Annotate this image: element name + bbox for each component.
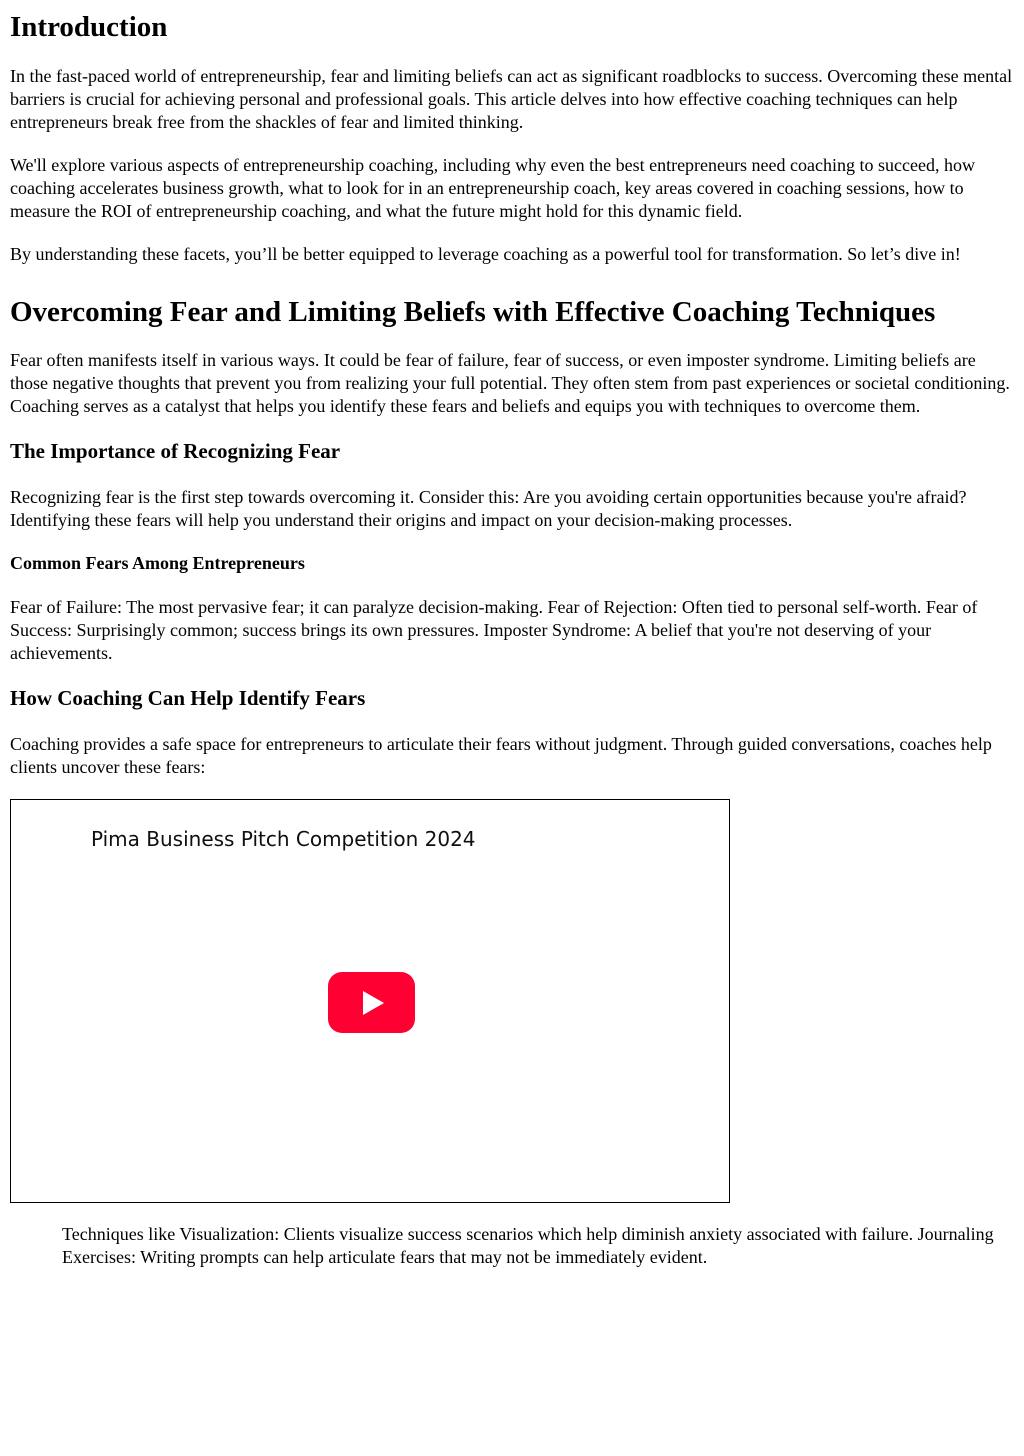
play-button[interactable] [328, 972, 415, 1033]
video-title[interactable]: Pima Business Pitch Competition 2024 [91, 827, 476, 851]
play-icon [363, 991, 384, 1015]
recognizing-fear-heading: The Importance of Recognizing Fear [10, 439, 341, 463]
common-fears-heading: Common Fears Among Entrepreneurs [10, 553, 305, 573]
recognizing-fear-paragraph: Recognizing fear is the first step towards overcoming it. Consider this: Are you avoiding certain opportunities because you're afraid? Identifying these fears will help you understand their origins and impact on your decision-making processes. [10, 487, 967, 530]
intro-paragraph-1: In the fast-paced world of entrepreneurship, fear and limiting beliefs can act as significant roadblocks to success. Overcoming these mental barriers is crucial for achieving personal and professional goals. This article delves into how effective coaching techniques can help entrepreneurs break free from the shackles of fear and limited thinking. [10, 66, 1013, 132]
techniques-paragraph: Techniques like Visualization: Clients visualize success scenarios which help diminish anxiety associated with failure. Journaling Exercises: Writing prompts can help articulate fears that may not be immediately evident. [62, 1224, 994, 1267]
main-heading: Overcoming Fear and Limiting Beliefs with Effective Coaching Techniques [10, 296, 936, 328]
common-fears-paragraph: Fear of Failure: The most pervasive fear; it can paralyze decision-making. Fear of Rejection: Often tied to personal self-worth. Fear of Success: Surprisingly common; success brings its own pressures. Imposter Syndrome: A belief that you're not deserving of your achievements. [10, 597, 978, 663]
intro-heading: Introduction [10, 11, 168, 43]
intro-paragraph-2: We'll explore various aspects of entrepreneurship coaching, including why even the best entrepreneurs need coaching to succeed, how coaching accelerates business growth, what to look for in an entrepreneurship coach, key areas covered in coaching sessions, how to measure the ROI of entrepreneurship coaching, and what the future might hold for this dynamic field. [10, 155, 975, 221]
article [0, 10, 1024, 1269]
coaching-paragraph: Coaching provides a safe space for entrepreneurs to articulate their fears without judgment. Through guided conversations, coaches help clients uncover these fears: [10, 734, 992, 777]
main-paragraph: Fear often manifests itself in various ways. It could be fear of failure, fear of success, or even imposter syndrome. Limiting beliefs are those negative thoughts that prevent you from realizing your full potential. They often stem from past experiences or societal conditioning. Coaching serves as a catalyst that helps you identify these fears and beliefs and equips you with techniques to overcome them. [10, 350, 1010, 416]
coaching-heading: How Coaching Can Help Identify Fears [10, 686, 366, 710]
intro-paragraph-3: By understanding these facets, you’ll be better equipped to leverage coaching as a powerful tool for transformation. So let’s dive in! [10, 244, 961, 264]
video-embed[interactable] [10, 799, 730, 1203]
